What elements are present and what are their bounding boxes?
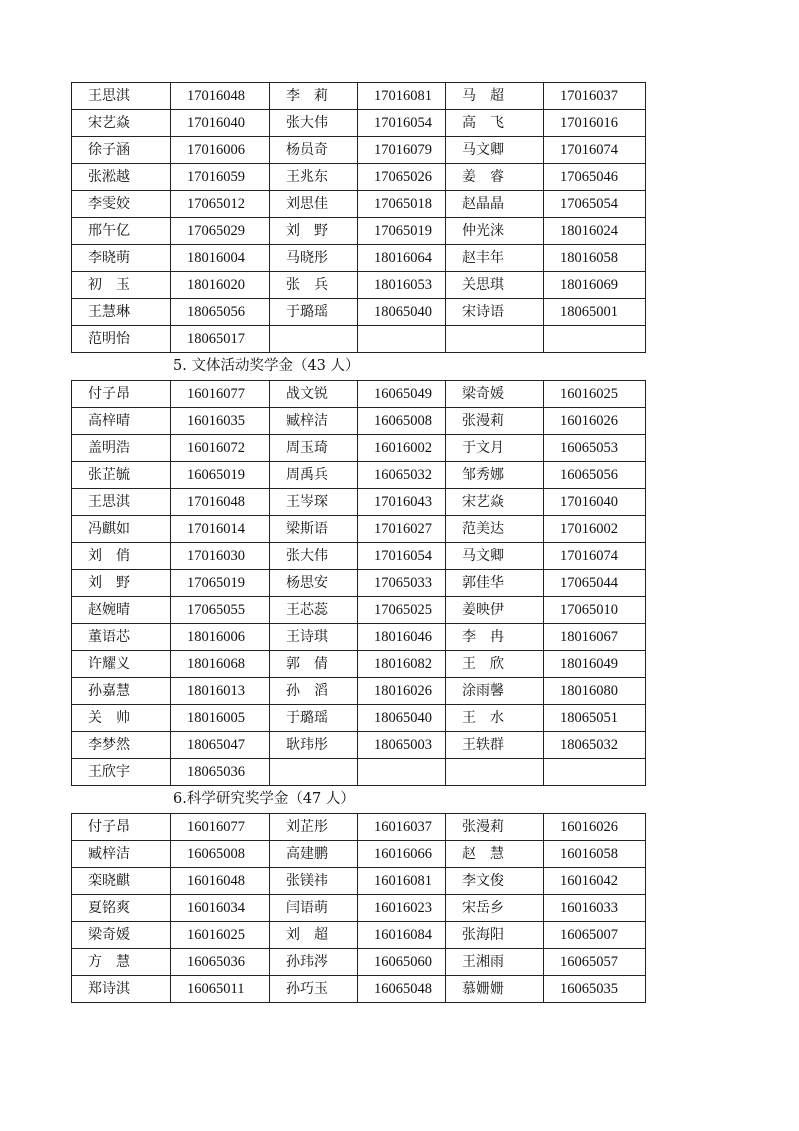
student-name-cell: 孙嘉慧 — [72, 678, 171, 705]
student-name-cell: 李 莉 — [270, 83, 358, 110]
section-heading-arts-sports: 5. 文体活动奖学金（43 人） — [173, 358, 360, 374]
student-id-cell: 17065055 — [171, 597, 270, 624]
student-id-cell: 17016014 — [171, 516, 270, 543]
student-id-cell: 18065017 — [171, 326, 270, 353]
student-id-cell: 17065029 — [171, 218, 270, 245]
student-id-cell: 18065001 — [544, 299, 646, 326]
student-name-cell: 范美达 — [446, 516, 544, 543]
student-id-cell: 16065048 — [358, 976, 446, 1003]
student-id-cell: 18016049 — [544, 651, 646, 678]
table-row — [72, 408, 646, 435]
student-name-cell: 王 欣 — [446, 651, 544, 678]
student-id-cell: 17016048 — [171, 83, 270, 110]
student-name-cell: 杨思安 — [270, 570, 358, 597]
student-name-cell: 马文卿 — [446, 137, 544, 164]
table-row — [72, 326, 646, 353]
student-id-cell: 16016077 — [171, 814, 270, 841]
student-id-cell: 17016074 — [544, 137, 646, 164]
student-name-cell: 赵婉晴 — [72, 597, 171, 624]
student-id-cell: 17016079 — [358, 137, 446, 164]
student-name-cell: 刘思佳 — [270, 191, 358, 218]
student-id-cell — [544, 759, 646, 786]
student-name-cell: 高建鹏 — [270, 841, 358, 868]
student-id-cell: 17016054 — [358, 543, 446, 570]
table-row — [72, 543, 646, 570]
student-id-cell: 18016005 — [171, 705, 270, 732]
student-name-cell — [446, 759, 544, 786]
table-row — [72, 462, 646, 489]
student-name-cell: 梁奇媛 — [446, 381, 544, 408]
roster-table-continued — [71, 82, 646, 353]
student-id-cell: 18016069 — [544, 272, 646, 299]
student-name-cell: 王欣宇 — [72, 759, 171, 786]
student-name-cell: 王思淇 — [72, 489, 171, 516]
student-id-cell: 16065007 — [544, 922, 646, 949]
student-name-cell: 赵丰年 — [446, 245, 544, 272]
student-id-cell — [358, 326, 446, 353]
student-name-cell: 李文俊 — [446, 868, 544, 895]
student-id-cell: 16016048 — [171, 868, 270, 895]
student-name-cell: 王 水 — [446, 705, 544, 732]
student-name-cell: 臧梓洁 — [270, 408, 358, 435]
student-id-cell: 16016084 — [358, 922, 446, 949]
student-id-cell: 18016020 — [171, 272, 270, 299]
student-name-cell: 付子昂 — [72, 381, 171, 408]
roster-table-research — [71, 813, 646, 1003]
student-id-cell: 16016025 — [544, 381, 646, 408]
student-name-cell: 关思琪 — [446, 272, 544, 299]
student-name-cell: 张海阳 — [446, 922, 544, 949]
student-id-cell: 16016035 — [171, 408, 270, 435]
table-row — [72, 137, 646, 164]
student-id-cell: 17016081 — [358, 83, 446, 110]
student-name-cell: 李梦然 — [72, 732, 171, 759]
student-id-cell: 17065033 — [358, 570, 446, 597]
student-id-cell: 17016059 — [171, 164, 270, 191]
student-name-cell: 张 兵 — [270, 272, 358, 299]
section-heading-research: 6.科学研究奖学金（47 人） — [173, 791, 355, 807]
student-id-cell: 16016023 — [358, 895, 446, 922]
student-name-cell: 张大伟 — [270, 110, 358, 137]
student-name-cell: 李晓萌 — [72, 245, 171, 272]
student-id-cell: 16016026 — [544, 814, 646, 841]
student-id-cell: 16065035 — [544, 976, 646, 1003]
student-id-cell: 16065008 — [358, 408, 446, 435]
student-name-cell: 赵 慧 — [446, 841, 544, 868]
roster-body — [72, 381, 646, 786]
table-row — [72, 597, 646, 624]
student-id-cell: 18065040 — [358, 299, 446, 326]
table-row — [72, 868, 646, 895]
student-name-cell: 张镁祎 — [270, 868, 358, 895]
student-name-cell: 关 帅 — [72, 705, 171, 732]
student-name-cell: 张漫莉 — [446, 408, 544, 435]
student-name-cell: 夏铭爽 — [72, 895, 171, 922]
student-name-cell: 邹秀娜 — [446, 462, 544, 489]
student-id-cell: 18065036 — [171, 759, 270, 786]
student-id-cell: 17065025 — [358, 597, 446, 624]
student-id-cell: 18016026 — [358, 678, 446, 705]
student-id-cell: 17016027 — [358, 516, 446, 543]
student-name-cell: 徐子涵 — [72, 137, 171, 164]
student-id-cell: 18016053 — [358, 272, 446, 299]
table-row — [72, 299, 646, 326]
table-row — [72, 218, 646, 245]
student-id-cell: 17065044 — [544, 570, 646, 597]
table-row — [72, 814, 646, 841]
student-name-cell: 马文卿 — [446, 543, 544, 570]
student-name-cell: 姜映伊 — [446, 597, 544, 624]
student-name-cell: 刘 野 — [72, 570, 171, 597]
student-id-cell — [544, 326, 646, 353]
student-name-cell: 张淞越 — [72, 164, 171, 191]
student-name-cell: 于璐瑶 — [270, 705, 358, 732]
student-id-cell: 16065060 — [358, 949, 446, 976]
student-id-cell: 16065019 — [171, 462, 270, 489]
student-id-cell: 17065026 — [358, 164, 446, 191]
student-name-cell: 王湘雨 — [446, 949, 544, 976]
student-id-cell: 18016080 — [544, 678, 646, 705]
student-id-cell: 16016037 — [358, 814, 446, 841]
student-name-cell: 王芯蕊 — [270, 597, 358, 624]
student-id-cell: 16016042 — [544, 868, 646, 895]
student-name-cell: 周玉琦 — [270, 435, 358, 462]
student-name-cell: 杨员奇 — [270, 137, 358, 164]
student-name-cell: 赵晶晶 — [446, 191, 544, 218]
table-row — [72, 570, 646, 597]
table-row — [72, 245, 646, 272]
student-id-cell: 16065008 — [171, 841, 270, 868]
student-name-cell: 高梓晴 — [72, 408, 171, 435]
student-id-cell: 17016054 — [358, 110, 446, 137]
student-name-cell: 张漫莉 — [446, 814, 544, 841]
student-name-cell: 闫语萌 — [270, 895, 358, 922]
student-id-cell: 18016082 — [358, 651, 446, 678]
student-name-cell: 王兆东 — [270, 164, 358, 191]
student-name-cell: 许耀义 — [72, 651, 171, 678]
student-name-cell: 董语芯 — [72, 624, 171, 651]
table-row — [72, 651, 646, 678]
student-id-cell: 18016004 — [171, 245, 270, 272]
table-row — [72, 164, 646, 191]
student-id-cell: 18016068 — [171, 651, 270, 678]
table-row — [72, 841, 646, 868]
student-id-cell: 17016037 — [544, 83, 646, 110]
student-id-cell: 16016026 — [544, 408, 646, 435]
student-name-cell: 孙玮涔 — [270, 949, 358, 976]
student-id-cell: 16016034 — [171, 895, 270, 922]
student-id-cell: 17065046 — [544, 164, 646, 191]
table-row — [72, 759, 646, 786]
student-name-cell: 刘 俏 — [72, 543, 171, 570]
table-row — [72, 678, 646, 705]
student-id-cell: 17016002 — [544, 516, 646, 543]
student-name-cell: 慕姗姗 — [446, 976, 544, 1003]
student-id-cell: 16065057 — [544, 949, 646, 976]
table-row — [72, 976, 646, 1003]
scholarship-document — [71, 82, 645, 1003]
roster-table-arts-sports — [71, 380, 646, 786]
student-id-cell: 17016040 — [171, 110, 270, 137]
student-id-cell: 17016074 — [544, 543, 646, 570]
student-id-cell: 17016040 — [544, 489, 646, 516]
student-name-cell: 涂雨馨 — [446, 678, 544, 705]
student-id-cell: 16016025 — [171, 922, 270, 949]
student-name-cell: 王诗琪 — [270, 624, 358, 651]
student-id-cell: 16016058 — [544, 841, 646, 868]
student-name-cell: 臧梓洁 — [72, 841, 171, 868]
table-row — [72, 381, 646, 408]
student-id-cell: 16065056 — [544, 462, 646, 489]
table-row — [72, 516, 646, 543]
table-row — [72, 732, 646, 759]
student-name-cell: 张大伟 — [270, 543, 358, 570]
student-name-cell: 王岑琛 — [270, 489, 358, 516]
student-name-cell: 刘芷彤 — [270, 814, 358, 841]
student-id-cell: 18065056 — [171, 299, 270, 326]
student-id-cell: 16016033 — [544, 895, 646, 922]
student-id-cell: 18016058 — [544, 245, 646, 272]
student-id-cell: 18016006 — [171, 624, 270, 651]
roster-body — [72, 83, 646, 353]
student-name-cell: 于文月 — [446, 435, 544, 462]
student-id-cell: 16065053 — [544, 435, 646, 462]
table-row — [72, 191, 646, 218]
student-name-cell: 张芷毓 — [72, 462, 171, 489]
student-name-cell: 战文锐 — [270, 381, 358, 408]
student-name-cell: 孙巧玉 — [270, 976, 358, 1003]
table-row — [72, 895, 646, 922]
table-row — [72, 83, 646, 110]
student-id-cell: 16065011 — [171, 976, 270, 1003]
student-name-cell: 付子昂 — [72, 814, 171, 841]
student-id-cell: 17016048 — [171, 489, 270, 516]
student-name-cell: 梁斯语 — [270, 516, 358, 543]
student-name-cell — [270, 326, 358, 353]
table-row — [72, 705, 646, 732]
student-id-cell: 17016006 — [171, 137, 270, 164]
student-name-cell: 王思淇 — [72, 83, 171, 110]
student-name-cell: 梁奇媛 — [72, 922, 171, 949]
student-id-cell: 18016024 — [544, 218, 646, 245]
student-name-cell: 刘 野 — [270, 218, 358, 245]
student-name-cell: 宋诗语 — [446, 299, 544, 326]
table-row — [72, 489, 646, 516]
student-name-cell: 盖明浩 — [72, 435, 171, 462]
student-name-cell: 刘 超 — [270, 922, 358, 949]
student-name-cell: 高 飞 — [446, 110, 544, 137]
student-id-cell: 17065054 — [544, 191, 646, 218]
student-id-cell: 17065019 — [171, 570, 270, 597]
student-name-cell — [270, 759, 358, 786]
student-name-cell: 范明怡 — [72, 326, 171, 353]
table-row — [72, 922, 646, 949]
student-name-cell — [446, 326, 544, 353]
student-name-cell: 王慧琳 — [72, 299, 171, 326]
student-id-cell: 16016081 — [358, 868, 446, 895]
student-id-cell: 18065032 — [544, 732, 646, 759]
student-name-cell: 冯麒如 — [72, 516, 171, 543]
student-name-cell: 耿玮彤 — [270, 732, 358, 759]
student-id-cell: 17065019 — [358, 218, 446, 245]
student-name-cell: 马 超 — [446, 83, 544, 110]
student-name-cell: 郭 倩 — [270, 651, 358, 678]
student-id-cell: 18016013 — [171, 678, 270, 705]
student-id-cell: 16016077 — [171, 381, 270, 408]
student-name-cell: 宋岳乡 — [446, 895, 544, 922]
student-id-cell: 18065003 — [358, 732, 446, 759]
table-row — [72, 435, 646, 462]
student-name-cell: 李 冉 — [446, 624, 544, 651]
student-id-cell: 18065051 — [544, 705, 646, 732]
student-id-cell: 16065049 — [358, 381, 446, 408]
table-row — [72, 624, 646, 651]
table-row — [72, 272, 646, 299]
student-name-cell: 宋艺焱 — [446, 489, 544, 516]
student-id-cell: 18065047 — [171, 732, 270, 759]
student-id-cell: 16065032 — [358, 462, 446, 489]
student-id-cell: 17065018 — [358, 191, 446, 218]
student-name-cell: 王轶群 — [446, 732, 544, 759]
student-id-cell: 17016016 — [544, 110, 646, 137]
student-name-cell: 仲光涞 — [446, 218, 544, 245]
table-row — [72, 949, 646, 976]
student-name-cell: 李雯姣 — [72, 191, 171, 218]
student-name-cell: 方 慧 — [72, 949, 171, 976]
student-id-cell: 18016067 — [544, 624, 646, 651]
student-id-cell: 16016072 — [171, 435, 270, 462]
student-id-cell: 17065010 — [544, 597, 646, 624]
student-id-cell: 16065036 — [171, 949, 270, 976]
student-id-cell: 18065040 — [358, 705, 446, 732]
roster-body — [72, 814, 646, 1003]
student-id-cell: 18016046 — [358, 624, 446, 651]
student-name-cell: 姜 睿 — [446, 164, 544, 191]
student-id-cell: 17065012 — [171, 191, 270, 218]
student-name-cell: 栾晓麒 — [72, 868, 171, 895]
student-name-cell: 马晓彤 — [270, 245, 358, 272]
student-id-cell: 18016064 — [358, 245, 446, 272]
student-id-cell: 17016043 — [358, 489, 446, 516]
student-name-cell: 于璐瑶 — [270, 299, 358, 326]
student-name-cell: 初 玉 — [72, 272, 171, 299]
student-name-cell: 周禹兵 — [270, 462, 358, 489]
student-name-cell: 邢午亿 — [72, 218, 171, 245]
table-row — [72, 110, 646, 137]
student-id-cell: 16016002 — [358, 435, 446, 462]
student-name-cell: 宋艺焱 — [72, 110, 171, 137]
student-name-cell: 郭佳华 — [446, 570, 544, 597]
student-name-cell: 孙 滔 — [270, 678, 358, 705]
student-id-cell: 16016066 — [358, 841, 446, 868]
student-name-cell: 郑诗淇 — [72, 976, 171, 1003]
student-id-cell — [358, 759, 446, 786]
student-id-cell: 17016030 — [171, 543, 270, 570]
